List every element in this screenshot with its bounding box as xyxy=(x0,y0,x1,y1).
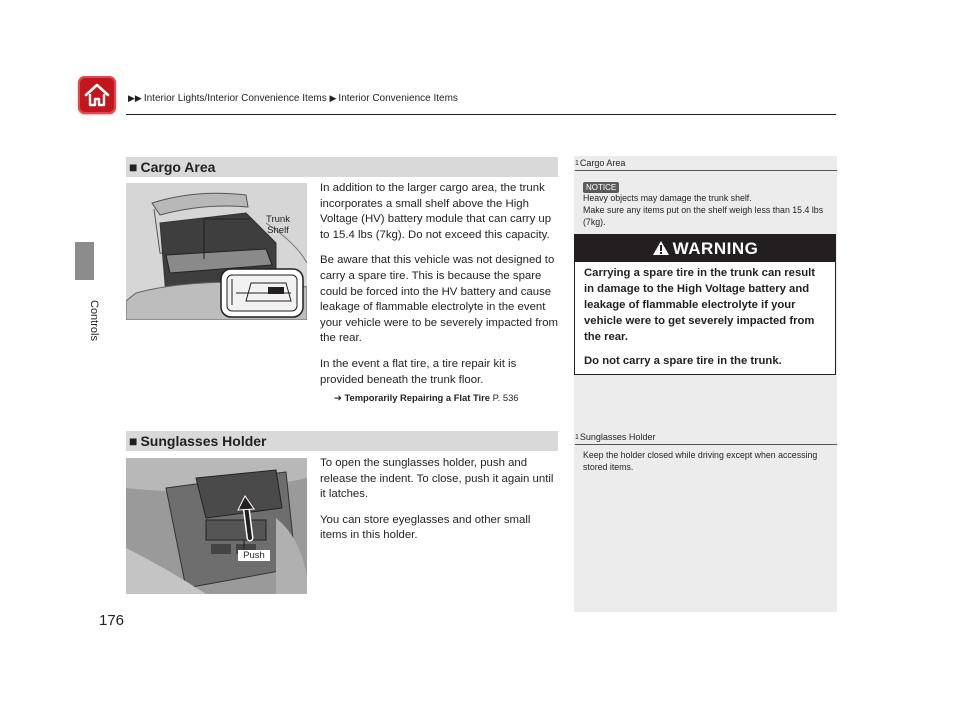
sunglasses-body xyxy=(320,456,560,554)
section-square-icon: ■ xyxy=(129,159,138,175)
chapter-tab-label: Controls xyxy=(88,300,100,341)
xref-page: P. 536 xyxy=(492,392,519,404)
breadcrumb-arrow-icon: ▶▶ xyxy=(128,93,142,103)
sunglasses-note-text: Keep the holder closed while driving except when accessing stored items. xyxy=(583,450,818,472)
breadcrumb xyxy=(128,93,458,104)
chapter-tab[interactable] xyxy=(75,242,94,280)
cargo-paragraph-3: In the event a flat tire, a tire repair kit is provided beneath the trunk floor. xyxy=(320,357,517,386)
section-square-icon: ■ xyxy=(129,433,138,449)
side-rule xyxy=(575,170,837,171)
home-icon xyxy=(82,80,112,110)
cargo-paragraph-2: Be aware that this vehicle was not designed to carry a spare tire. This is because the spare could be forced into the HV battery and cause leakage of flammable electrolyte in the event your vehicle were to be severely impacted from the rear. xyxy=(320,254,559,345)
cargo-paragraph-1: In addition to the larger cargo area, the trunk incorporates a small shelf above the High Voltage (HV) battery module that can carry up to 15.4 lbs (7kg). Do not exceed this capacity. xyxy=(320,182,552,241)
trunk-shelf-callout: Trunk Shelf xyxy=(266,214,290,236)
page-number: 176 xyxy=(99,612,125,629)
warning-box xyxy=(574,234,836,375)
xref-arrow-icon: ➔ xyxy=(334,392,342,404)
warning-triangle-icon xyxy=(652,237,670,264)
notice-badge: NOTICE xyxy=(583,177,619,195)
cargo-body xyxy=(320,181,560,406)
section-title-sunglasses: Sunglasses Holder xyxy=(140,433,267,449)
xref-title: Temporarily Repairing a Flat Tire xyxy=(344,392,490,404)
section-header-cargo xyxy=(126,157,558,177)
xref-flat-tire[interactable] xyxy=(334,390,560,406)
section-title-cargo: Cargo Area xyxy=(140,159,216,175)
sunglasses-paragraph-2: You can store eyeglasses and other small items in this holder. xyxy=(320,513,531,542)
section-header-sunglasses xyxy=(126,431,558,451)
notice-text: Heavy objects may damage the trunk shelf. Make sure any items put on the shelf weigh less than 15.4 lbs (7kg). xyxy=(583,193,824,227)
breadcrumb-arrow-icon: ▶ xyxy=(329,93,337,103)
side-rule xyxy=(575,444,837,445)
side-note-cargo-title: 1Cargo Area xyxy=(575,158,626,168)
breadcrumb-link-interior-lights[interactable]: Interior Lights/Interior Convenience Items xyxy=(143,93,327,104)
sunglasses-paragraph-1: To open the sunglasses holder, push and release the indent. To close, push it again until it latches. xyxy=(320,457,554,501)
warning-text: Carrying a spare tire in the trunk can result in damage to the High Voltage battery and leakage of flammable electrolyte if your vehicle were to get severely impacted from the rear. Do not carry a spare tire in the trunk. xyxy=(584,267,816,367)
push-callout: Push xyxy=(238,550,270,561)
breadcrumb-current[interactable]: Interior Convenience Items xyxy=(338,93,458,104)
sunglasses-holder-figure xyxy=(126,458,307,594)
trunk-shelf-figure xyxy=(126,183,307,320)
header-rule xyxy=(126,114,836,115)
warning-header: WARNING xyxy=(575,235,835,262)
side-note-sunglasses-title: 1Sunglasses Holder xyxy=(575,432,656,442)
home-button[interactable] xyxy=(78,76,116,114)
